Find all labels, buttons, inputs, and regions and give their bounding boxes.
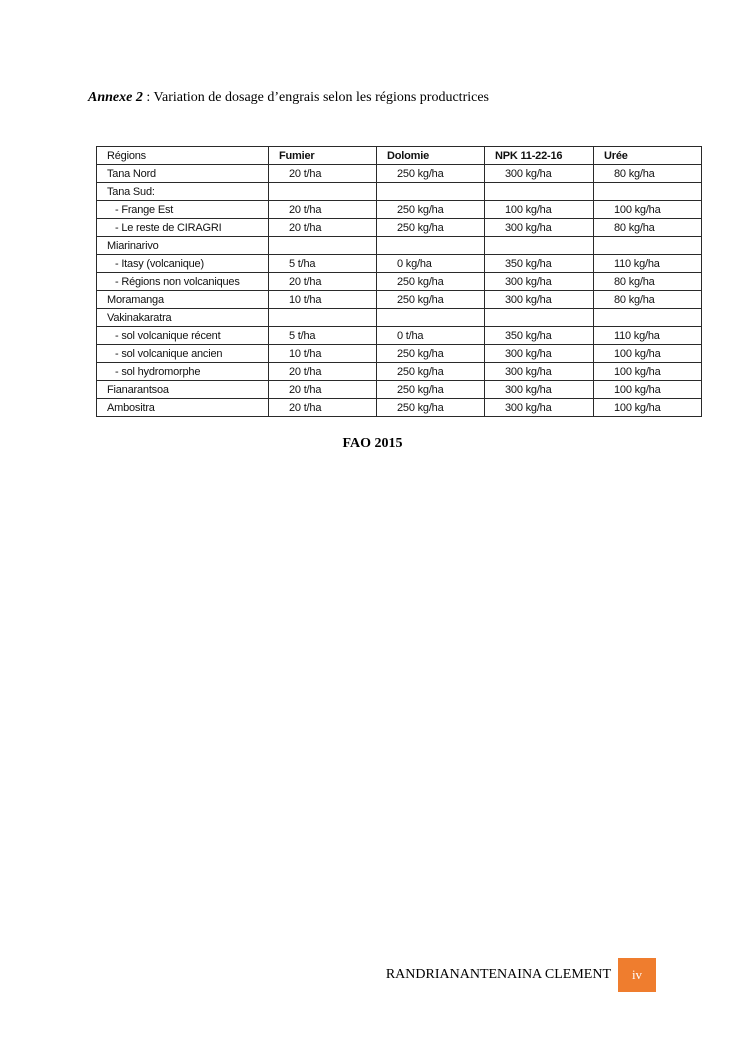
table-row <box>97 255 702 273</box>
uree-cell: 80 kg/ha <box>594 165 702 183</box>
uree-cell: 100 kg/ha <box>594 363 702 381</box>
table-row <box>97 237 702 255</box>
fumier-cell <box>269 237 377 255</box>
fertilizer-dosage-table <box>96 146 702 417</box>
annex-caption <box>88 89 489 107</box>
annex-label: Annexe 2 <box>88 90 143 105</box>
npk-cell: 100 kg/ha <box>485 201 594 219</box>
table-body <box>97 165 702 417</box>
dolomie-cell: 250 kg/ha <box>377 273 485 291</box>
table-header-row <box>97 147 702 165</box>
npk-cell: 300 kg/ha <box>485 273 594 291</box>
dolomie-cell: 250 kg/ha <box>377 399 485 417</box>
dolomie-cell: 250 kg/ha <box>377 165 485 183</box>
table-row <box>97 219 702 237</box>
table-row <box>97 201 702 219</box>
uree-cell <box>594 183 702 201</box>
npk-cell <box>485 237 594 255</box>
region-cell: - sol volcanique ancien <box>97 345 269 363</box>
table-source: FAO 2015 <box>342 436 403 451</box>
fertilizer-table-container <box>96 146 701 417</box>
fumier-cell: 20 t/ha <box>269 219 377 237</box>
region-cell: - Régions non volcaniques <box>97 273 269 291</box>
npk-cell: 300 kg/ha <box>485 381 594 399</box>
page-number-badge: iv <box>618 958 656 992</box>
table-row <box>97 291 702 309</box>
region-cell: Fianarantsoa <box>97 381 269 399</box>
region-cell: Ambositra <box>97 399 269 417</box>
header-dolomie: Dolomie <box>377 147 485 165</box>
dolomie-cell: 0 t/ha <box>377 327 485 345</box>
dolomie-cell: 250 kg/ha <box>377 201 485 219</box>
table-row <box>97 273 702 291</box>
region-cell: Miarinarivo <box>97 237 269 255</box>
npk-cell: 300 kg/ha <box>485 399 594 417</box>
uree-cell: 80 kg/ha <box>594 273 702 291</box>
region-cell: - sol hydromorphe <box>97 363 269 381</box>
table-row <box>97 183 702 201</box>
table-row <box>97 399 702 417</box>
fumier-cell: 10 t/ha <box>269 345 377 363</box>
npk-cell: 300 kg/ha <box>485 165 594 183</box>
fumier-cell: 5 t/ha <box>269 327 377 345</box>
uree-cell: 110 kg/ha <box>594 327 702 345</box>
region-cell: Moramanga <box>97 291 269 309</box>
header-npk: NPK 11-22-16 <box>485 147 594 165</box>
uree-cell: 100 kg/ha <box>594 381 702 399</box>
dolomie-cell: 250 kg/ha <box>377 291 485 309</box>
uree-cell <box>594 237 702 255</box>
header-fumier: Fumier <box>269 147 377 165</box>
table-row <box>97 363 702 381</box>
region-cell: Tana Nord <box>97 165 269 183</box>
dolomie-cell <box>377 183 485 201</box>
fumier-cell <box>269 309 377 327</box>
dolomie-cell: 0 kg/ha <box>377 255 485 273</box>
uree-cell: 100 kg/ha <box>594 201 702 219</box>
table-row <box>97 345 702 363</box>
dolomie-cell <box>377 309 485 327</box>
fumier-cell <box>269 183 377 201</box>
dolomie-cell: 250 kg/ha <box>377 381 485 399</box>
npk-cell <box>485 309 594 327</box>
npk-cell: 300 kg/ha <box>485 291 594 309</box>
annex-separator: : <box>142 90 154 105</box>
npk-cell: 300 kg/ha <box>485 345 594 363</box>
fumier-cell: 20 t/ha <box>269 381 377 399</box>
header-regions: Régions <box>97 147 269 165</box>
uree-cell: 80 kg/ha <box>594 291 702 309</box>
header-uree: Urée <box>594 147 702 165</box>
table-row <box>97 381 702 399</box>
fumier-cell: 20 t/ha <box>269 273 377 291</box>
annex-title: Variation de dosage d’engrais selon les régions productrices <box>153 90 489 105</box>
dolomie-cell: 250 kg/ha <box>377 219 485 237</box>
dolomie-cell <box>377 237 485 255</box>
dolomie-cell: 250 kg/ha <box>377 345 485 363</box>
fumier-cell: 20 t/ha <box>269 201 377 219</box>
uree-cell <box>594 309 702 327</box>
npk-cell <box>485 183 594 201</box>
region-cell: - sol volcanique récent <box>97 327 269 345</box>
region-cell: Tana Sud: <box>97 183 269 201</box>
region-cell: - Itasy (volcanique) <box>97 255 269 273</box>
fumier-cell: 5 t/ha <box>269 255 377 273</box>
fumier-cell: 20 t/ha <box>269 165 377 183</box>
fumier-cell: 10 t/ha <box>269 291 377 309</box>
uree-cell: 80 kg/ha <box>594 219 702 237</box>
uree-cell: 100 kg/ha <box>594 399 702 417</box>
dolomie-cell: 250 kg/ha <box>377 363 485 381</box>
npk-cell: 350 kg/ha <box>485 255 594 273</box>
uree-cell: 100 kg/ha <box>594 345 702 363</box>
table-row <box>97 165 702 183</box>
npk-cell: 350 kg/ha <box>485 327 594 345</box>
region-cell: - Frange Est <box>97 201 269 219</box>
table-row <box>97 327 702 345</box>
npk-cell: 300 kg/ha <box>485 219 594 237</box>
fumier-cell: 20 t/ha <box>269 363 377 381</box>
footer-author: RANDRIANANTENAINA CLEMENT <box>385 967 611 982</box>
region-cell: Vakinakaratra <box>97 309 269 327</box>
uree-cell: 110 kg/ha <box>594 255 702 273</box>
table-row <box>97 309 702 327</box>
fumier-cell: 20 t/ha <box>269 399 377 417</box>
npk-cell: 300 kg/ha <box>485 363 594 381</box>
region-cell: - Le reste de CIRAGRI <box>97 219 269 237</box>
